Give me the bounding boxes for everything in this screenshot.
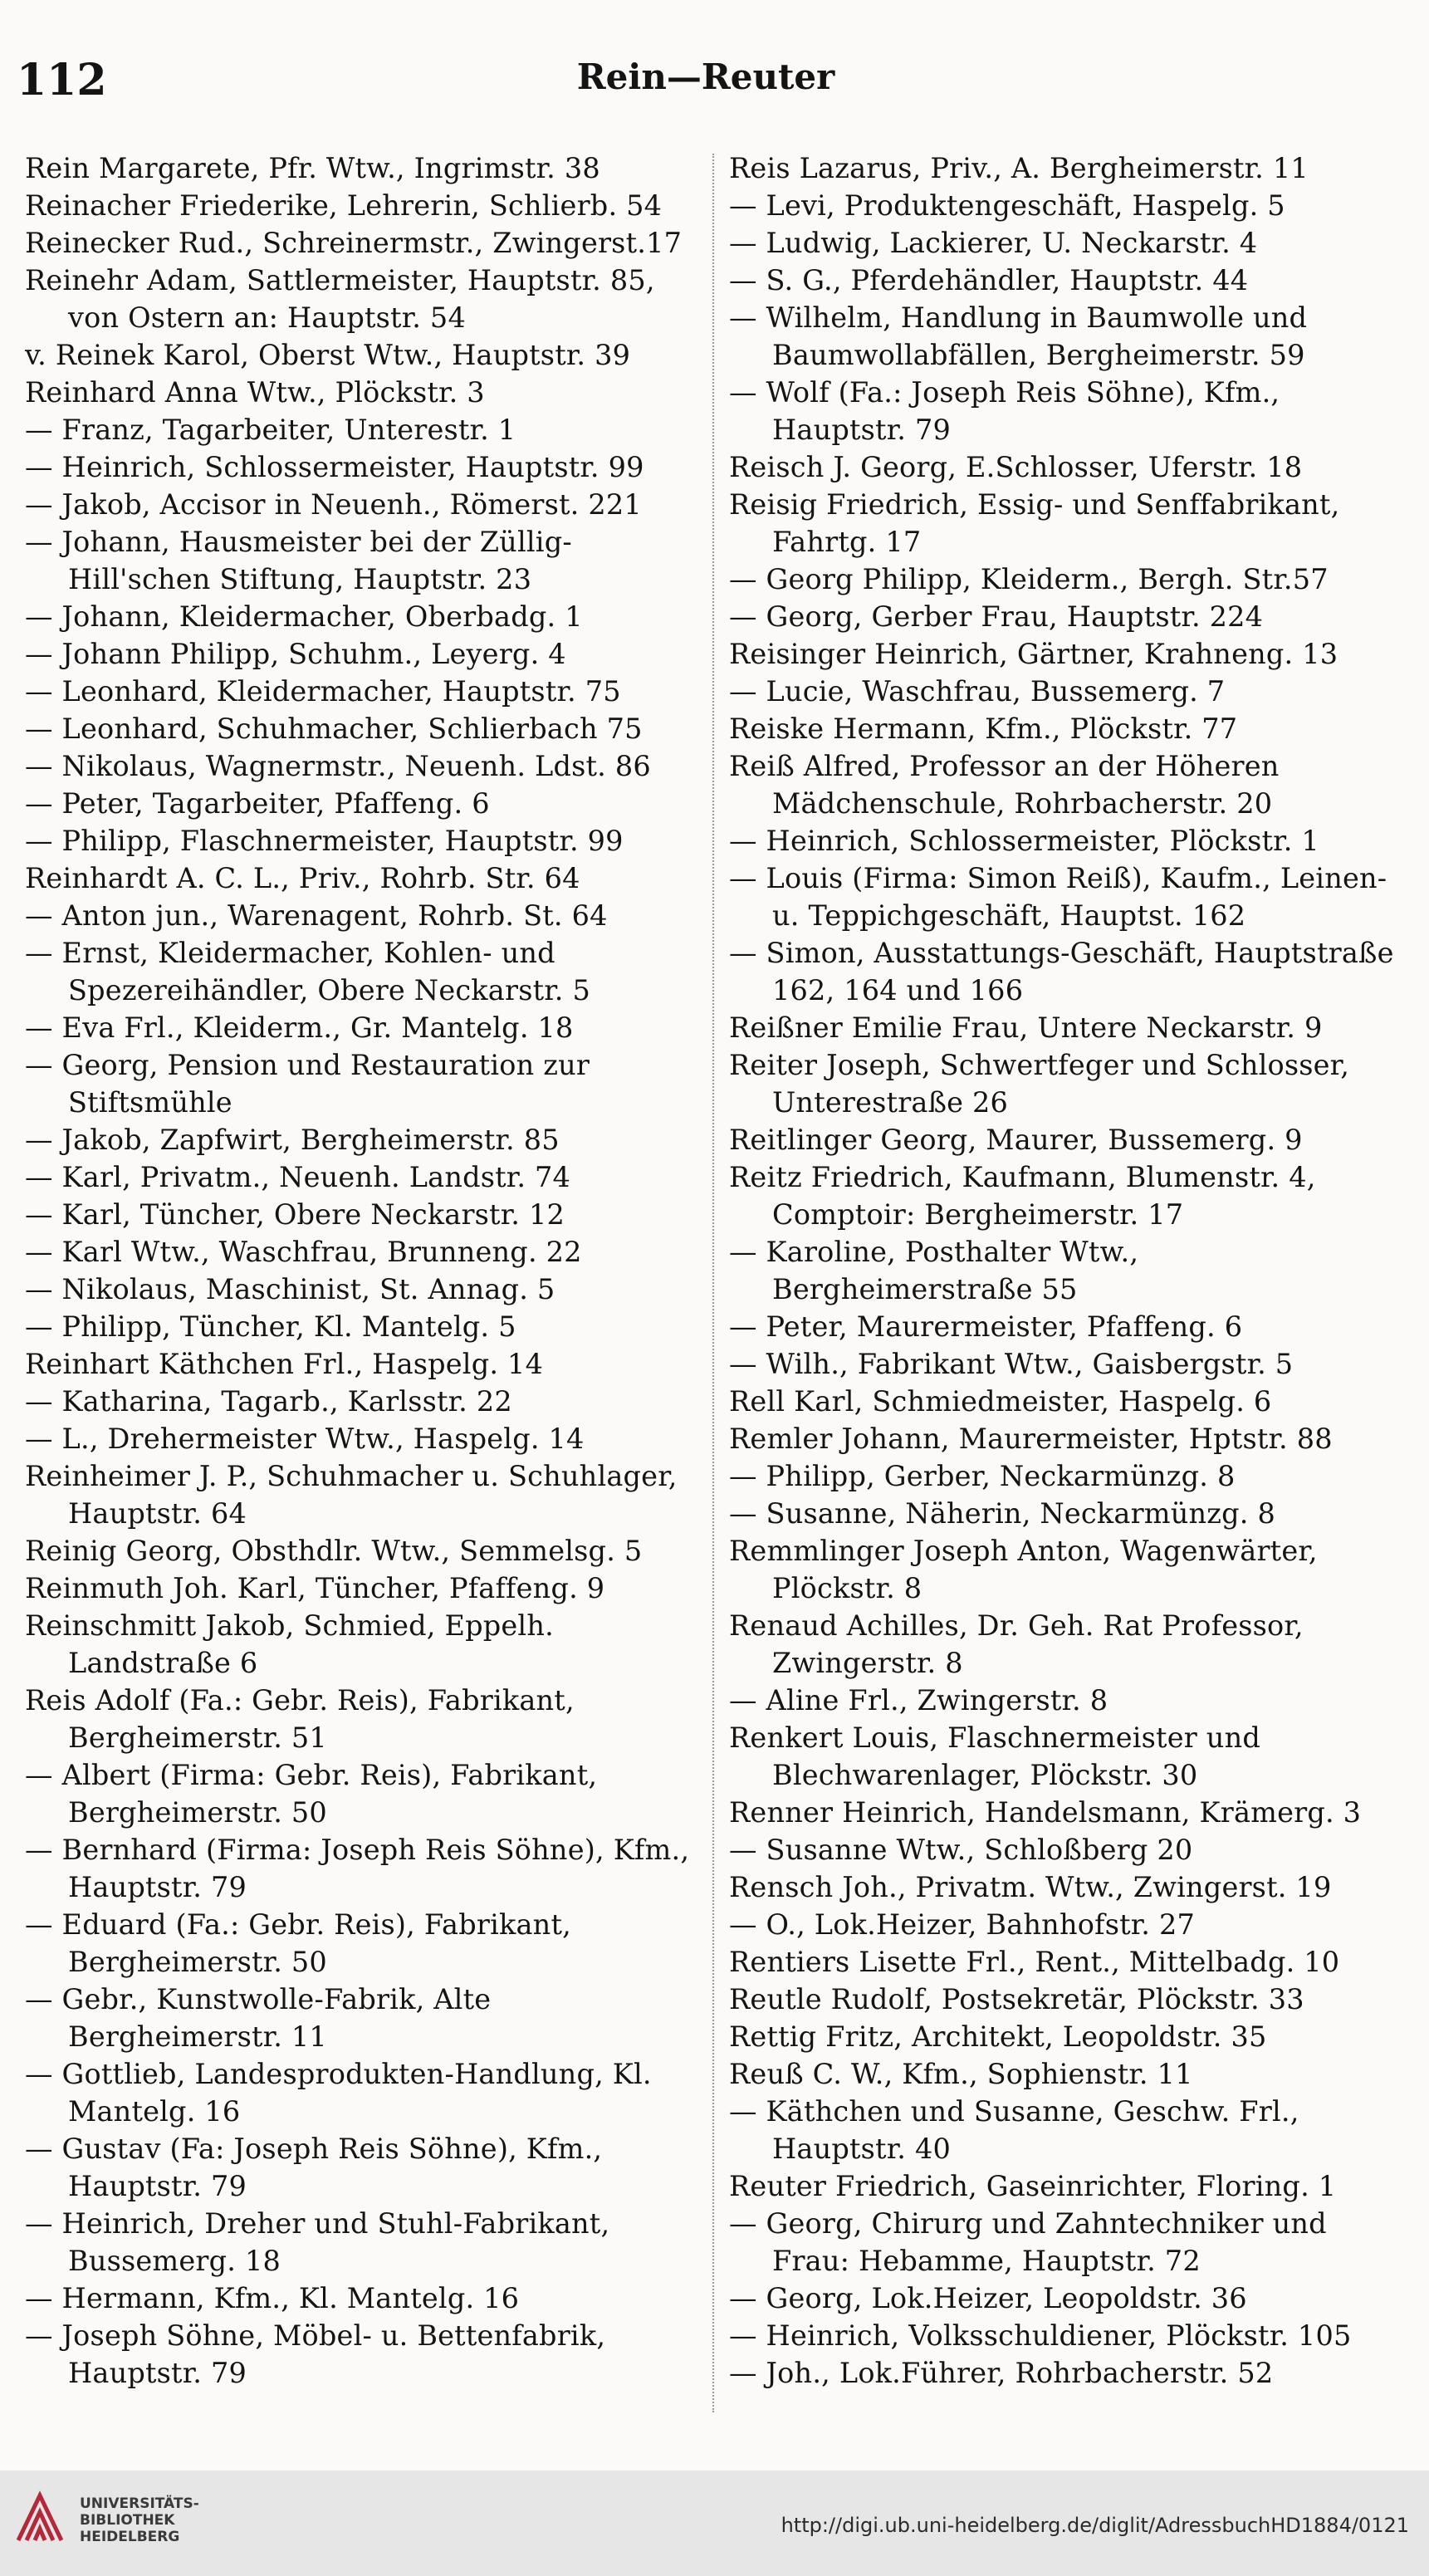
- directory-entry: — Nikolaus, Wagnermstr., Neuenh. Ldst. 86: [25, 750, 651, 782]
- directory-entry: — Philipp, Flaschnermeister, Hauptstr. 99: [25, 825, 624, 857]
- directory-entry: Reitlinger Georg, Maurer, Bussemerg. 9: [729, 1124, 1303, 1156]
- directory-entry: Rein Margarete, Pfr. Wtw., Ingrimstr. 38: [25, 152, 600, 184]
- directory-entry: — Heinrich, Volksschuldiener, Plöckstr. 105: [729, 2319, 1352, 2352]
- library-name: [80, 2495, 221, 2545]
- directory-entry: Reis Adolf (Fa.: Gebr. Reis), Fabrikant, Bergheimerstr. 51: [25, 1684, 575, 1754]
- directory-entry: Reuß C. W., Kfm., Sophienstr. 11: [729, 2058, 1193, 2090]
- directory-entry: — Louis (Firma: Simon Reiß), Kaufm., Leinen- u. Teppichgeschäft, Hauptst. 162: [729, 862, 1387, 932]
- directory-entry: Reutle Rudolf, Postsekretär, Plöckstr. 33: [729, 1983, 1304, 2015]
- directory-entry: Reinhart Käthchen Frl., Haspelg. 14: [25, 1348, 544, 1380]
- directory-entry: — Karl, Privatm., Neuenh. Landstr. 74: [25, 1161, 571, 1193]
- directory-entry: — Jakob, Zapfwirt, Bergheimerstr. 85: [25, 1124, 560, 1156]
- footer-bar: [0, 2471, 1429, 2576]
- directory-entry: Reitz Friedrich, Kaufmann, Blumenstr. 4, Comptoir: Bergheimerstr. 17: [729, 1161, 1316, 1231]
- directory-entry: — Joh., Lok.Führer, Rohrbacherstr. 52: [729, 2357, 1274, 2389]
- directory-entry: — Joseph Söhne, Möbel- u. Bettenfabrik, Hauptstr. 79: [25, 2319, 606, 2389]
- directory-entry: Reinhard Anna Wtw., Plöckstr. 3: [25, 376, 485, 409]
- directory-entry: — Karoline, Posthalter Wtw., Bergheimerstraße 55: [729, 1236, 1139, 1305]
- directory-entry: — Karl, Tüncher, Obere Neckarstr. 12: [25, 1198, 565, 1231]
- directory-entry: — Wolf (Fa.: Joseph Reis Söhne), Kfm., Hauptstr. 79: [729, 376, 1280, 446]
- directory-entry: — L., Drehermeister Wtw., Haspelg. 14: [25, 1423, 585, 1455]
- directory-entry: — Karl Wtw., Waschfrau, Brunneng. 22: [25, 1236, 582, 1268]
- directory-entry: Reinig Georg, Obsthdlr. Wtw., Semmelsg. 5: [25, 1535, 643, 1567]
- directory-entry: — Heinrich, Schlossermeister, Plöckstr. 1: [729, 825, 1319, 857]
- directory-entry: Reinhardt A. C. L., Priv., Rohrb. Str. 64: [25, 862, 580, 894]
- directory-entry: Remler Johann, Maurermeister, Hptstr. 88: [729, 1423, 1333, 1455]
- directory-entry: — Eva Frl., Kleiderm., Gr. Mantelg. 18: [25, 1011, 574, 1044]
- directory-entry: — Jakob, Accisor in Neuenh., Römerst. 221: [25, 488, 642, 521]
- page-number: 112: [17, 55, 107, 105]
- directory-entry: Reinschmitt Jakob, Schmied, Eppelh. Landstraße 6: [25, 1609, 554, 1679]
- directory-entry: — Philipp, Gerber, Neckarmünzg. 8: [729, 1460, 1236, 1492]
- directory-entry: — Leonhard, Kleidermacher, Hauptstr. 75: [25, 675, 621, 708]
- directory-entry: Remmlinger Joseph Anton, Wagenwärter, Plöckstr. 8: [729, 1535, 1318, 1604]
- directory-entry: — Ludwig, Lackierer, U. Neckarstr. 4: [729, 227, 1258, 259]
- directory-entry: — Heinrich, Dreher und Stuhl-Fabrikant, Bussemerg. 18: [25, 2207, 610, 2277]
- directory-entry: — Georg, Gerber Frau, Hauptstr. 224: [729, 600, 1264, 633]
- directory-entry: v. Reinek Karol, Oberst Wtw., Hauptstr. 39: [25, 339, 631, 371]
- directory-entry: — Hermann, Kfm., Kl. Mantelg. 16: [25, 2282, 520, 2314]
- directory-entry: Rensch Joh., Privatm. Wtw., Zwingerst. 19: [729, 1871, 1332, 1903]
- source-url-link[interactable]: http://digi.ub.uni-heidelberg.de/diglit/AdressbuchHD1884/0121: [781, 2514, 1409, 2537]
- directory-entry: — Peter, Tagarbeiter, Pfaffeng. 6: [25, 787, 490, 820]
- directory-entry: Reinmuth Joh. Karl, Tüncher, Pfaffeng. 9: [25, 1572, 605, 1604]
- directory-entry: — Ernst, Kleidermacher, Kohlen- und Spezereihändler, Obere Neckarstr. 5: [25, 937, 590, 1006]
- directory-entry: Reiß Alfred, Professor an der Höheren Mädchenschule, Rohrbacherstr. 20: [729, 750, 1280, 820]
- directory-entry: — Georg Philipp, Kleiderm., Bergh. Str.57: [729, 563, 1329, 595]
- directory-entry: — Philipp, Tüncher, Kl. Mantelg. 5: [25, 1310, 516, 1343]
- directory-entry: — Peter, Maurermeister, Pfaffeng. 6: [729, 1310, 1243, 1343]
- directory-entry: — Susanne, Näherin, Neckarmünzg. 8: [729, 1497, 1276, 1530]
- directory-entry: Renaud Achilles, Dr. Geh. Rat Professor, Zwingerstr. 8: [729, 1609, 1304, 1679]
- directory-entry: Rell Karl, Schmiedmeister, Haspelg. 6: [729, 1385, 1272, 1418]
- directory-entry: Rentiers Lisette Frl., Rent., Mittelbadg. 10: [729, 1946, 1340, 1978]
- directory-entry: — Eduard (Fa.: Gebr. Reis), Fabrikant, Bergheimerstr. 50: [25, 1908, 571, 1978]
- library-name-line: BIBLIOTHEK: [80, 2512, 175, 2529]
- directory-entry: — Katharina, Tagarb., Karlsstr. 22: [25, 1385, 512, 1418]
- directory-entry: — Johann Philipp, Schuhm., Leyerg. 4: [25, 638, 566, 670]
- left-column: [25, 149, 706, 2392]
- directory-entry: — Georg, Pension und Restauration zur Stiftsmühle: [25, 1049, 590, 1119]
- directory-entry: — Anton jun., Warenagent, Rohrb. St. 64: [25, 899, 608, 932]
- directory-entry: — Johann, Kleidermacher, Oberbadg. 1: [25, 600, 583, 633]
- directory-entry: Renner Heinrich, Handelsmann, Krämerg. 3: [729, 1796, 1362, 1829]
- running-head: Rein—Reuter: [576, 56, 835, 97]
- directory-entry: Reuter Friedrich, Gaseinrichter, Floring. 1: [729, 2170, 1337, 2202]
- directory-entry: — S. G., Pferdehändler, Hauptstr. 44: [729, 264, 1249, 296]
- directory-entry: — Levi, Produktengeschäft, Haspelg. 5: [729, 189, 1285, 222]
- directory-entry: — Georg, Chirurg und Zahntechniker und Frau: Hebamme, Hauptstr. 72: [729, 2207, 1327, 2277]
- directory-entry: — Georg, Lok.Heizer, Leopoldstr. 36: [729, 2282, 1247, 2314]
- directory-entry: — Susanne Wtw., Schloßberg 20: [729, 1834, 1193, 1866]
- library-name-line: HEIDELBERG: [80, 2529, 180, 2545]
- directory-entry: — Leonhard, Schuhmacher, Schlierbach 75: [25, 713, 643, 745]
- directory-entry: — Johann, Hausmeister bei der Züllig-Hill'schen Stiftung, Hauptstr. 23: [25, 526, 572, 595]
- directory-entry: Reißner Emilie Frau, Untere Neckarstr. 9: [729, 1011, 1323, 1044]
- directory-entry: Reisinger Heinrich, Gärtner, Krahneng. 13: [729, 638, 1338, 670]
- directory-entry: — Käthchen und Susanne, Geschw. Frl., Hauptstr. 40: [729, 2095, 1299, 2165]
- directory-entry: Reiter Joseph, Schwertfeger und Schlosser, Unterestraße 26: [729, 1049, 1350, 1119]
- directory-entry: Rettig Fritz, Architekt, Leopoldstr. 35: [729, 2020, 1267, 2053]
- right-column: [729, 149, 1403, 2392]
- directory-entry: Renkert Louis, Flaschnermeister und Blechwarenlager, Plöckstr. 30: [729, 1721, 1260, 1791]
- directory-entry: — Lucie, Waschfrau, Bussemerg. 7: [729, 675, 1226, 708]
- directory-entry: — Gustav (Fa: Joseph Reis Söhne), Kfm., Hauptstr. 79: [25, 2133, 603, 2202]
- university-library-logo-icon: [13, 2490, 66, 2549]
- directory-entry: — Wilh., Fabrikant Wtw., Gaisbergstr. 5: [729, 1348, 1294, 1380]
- directory-entry: Reinehr Adam, Sattlermeister, Hauptstr. 85, von Ostern an: Hauptstr. 54: [25, 264, 655, 334]
- directory-entry: — Wilhelm, Handlung in Baumwolle und Baumwollabfällen, Bergheimerstr. 59: [729, 301, 1308, 371]
- directory-entry: — Gebr., Kunstwolle-Fabrik, Alte Bergheimerstr. 11: [25, 1983, 492, 2053]
- directory-entry: Reisig Friedrich, Essig- und Senffabrikant, Fahrtg. 17: [729, 488, 1340, 558]
- directory-entry: Reinacher Friederike, Lehrerin, Schlierb. 54: [25, 189, 663, 222]
- directory-entry: Reis Lazarus, Priv., A. Bergheimerstr. 11: [729, 152, 1309, 184]
- directory-entry: — Bernhard (Firma: Joseph Reis Söhne), Kfm., Hauptstr. 79: [25, 1834, 690, 1903]
- library-name-line: UNIVERSITÄTS-: [80, 2495, 199, 2512]
- directory-entry: Reinecker Rud., Schreinermstr., Zwingerst.17: [25, 227, 683, 259]
- directory-entry: Reisch J. Georg, E.Schlosser, Uferstr. 18: [729, 451, 1303, 483]
- column-divider: [712, 154, 714, 2412]
- directory-entry: — O., Lok.Heizer, Bahnhofstr. 27: [729, 1908, 1196, 1941]
- directory-entry: — Aline Frl., Zwingerstr. 8: [729, 1684, 1108, 1717]
- directory-entry: Reinheimer J. P., Schuhmacher u. Schuhlager, Hauptstr. 64: [25, 1460, 678, 1530]
- directory-entry: — Simon, Ausstattungs-Geschäft, Hauptstraße 162, 164 und 166: [729, 937, 1394, 1006]
- directory-entry: — Albert (Firma: Gebr. Reis), Fabrikant, Bergheimerstr. 50: [25, 1759, 598, 1829]
- directory-entry: — Franz, Tagarbeiter, Unterestr. 1: [25, 414, 516, 446]
- directory-entry: — Heinrich, Schlossermeister, Hauptstr. 99: [25, 451, 644, 483]
- directory-entry: — Gottlieb, Landesprodukten-Handlung, Kl. Mantelg. 16: [25, 2058, 652, 2128]
- directory-entry: Reiske Hermann, Kfm., Plöckstr. 77: [729, 713, 1238, 745]
- directory-entry: — Nikolaus, Maschinist, St. Annag. 5: [25, 1273, 555, 1305]
